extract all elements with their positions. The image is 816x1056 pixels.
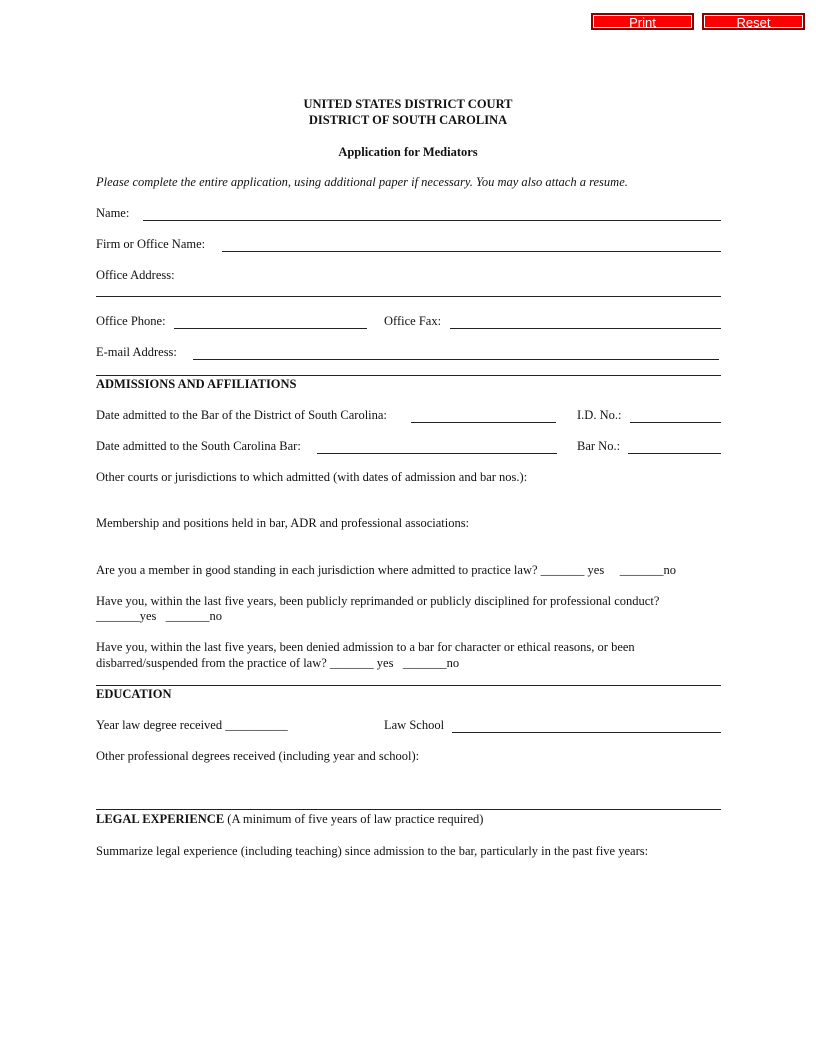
- sc-bar-date-field[interactable]: [317, 453, 557, 454]
- other-degrees-label: Other professional degrees received (including year and school):: [96, 749, 420, 763]
- law-school-field[interactable]: [452, 732, 721, 733]
- good-standing-question: Are you a member in good standing in each jurisdiction where admitted to practice law? _______ yes _______no: [96, 563, 677, 577]
- memberships-label: Membership and positions held in bar, ADR and professional associations:: [96, 516, 470, 530]
- fax-field[interactable]: [450, 328, 721, 329]
- legal-experience-heading: LEGAL EXPERIENCE: [96, 812, 225, 826]
- section-divider: [96, 809, 721, 810]
- id-no-field[interactable]: [630, 422, 721, 423]
- email-field[interactable]: [193, 359, 719, 360]
- court-title: UNITED STATES DISTRICT COURT: [303, 97, 513, 111]
- bar-no-field[interactable]: [628, 453, 721, 454]
- legal-experience-note: (A minimum of five years of law practice required): [227, 812, 484, 826]
- name-label: Name:: [96, 206, 130, 220]
- district-bar-date-label: Date admitted to the Bar of the District of South Carolina:: [96, 408, 387, 422]
- fax-label: Office Fax:: [384, 314, 442, 328]
- denied-question: Have you, within the last five years, been denied admission to a bar for character or ethical reasons, or been: [96, 640, 635, 654]
- section-divider: [96, 375, 721, 376]
- id-no-label: I.D. No.:: [577, 408, 622, 422]
- name-field[interactable]: [143, 220, 721, 221]
- reset-button[interactable]: Reset: [702, 13, 805, 30]
- education-heading: EDUCATION: [96, 687, 172, 701]
- phone-label: Office Phone:: [96, 314, 166, 328]
- address-field[interactable]: [96, 296, 721, 297]
- print-button[interactable]: Print: [591, 13, 694, 30]
- reprimanded-answers: _______yes _______no: [96, 609, 223, 623]
- denied-answers: disbarred/suspended from the practice of law? _______ yes _______no: [96, 656, 460, 670]
- other-courts-label: Other courts or jurisdictions to which admitted (with dates of admission and bar nos.):: [96, 470, 528, 484]
- address-label: Office Address:: [96, 268, 175, 282]
- law-school-label: Law School: [384, 718, 445, 732]
- firm-field[interactable]: [222, 251, 721, 252]
- legal-experience-summary-label: Summarize legal experience (including teaching) since admission to the bar, particularly in the past five years:: [96, 844, 649, 858]
- sc-bar-date-label: Date admitted to the South Carolina Bar:: [96, 439, 301, 453]
- instructions: Please complete the entire application, using additional paper if necessary. You may also attach a resume.: [96, 175, 628, 189]
- email-label: E-mail Address:: [96, 345, 177, 359]
- phone-field[interactable]: [174, 328, 367, 329]
- legal-experience-heading-row: [96, 812, 483, 827]
- reprimanded-question: Have you, within the last five years, been publicly reprimanded or publicly disciplined for professional conduct?: [96, 594, 660, 608]
- bar-no-label: Bar No.:: [577, 439, 621, 453]
- admissions-heading: ADMISSIONS AND AFFILIATIONS: [96, 377, 297, 391]
- district-bar-date-field[interactable]: [411, 422, 556, 423]
- section-divider: [96, 685, 721, 686]
- district-title: DISTRICT OF SOUTH CAROLINA: [308, 113, 508, 127]
- firm-label: Firm or Office Name:: [96, 237, 206, 251]
- form-title: Application for Mediators: [338, 145, 478, 159]
- year-degree-label: Year law degree received __________: [96, 718, 288, 732]
